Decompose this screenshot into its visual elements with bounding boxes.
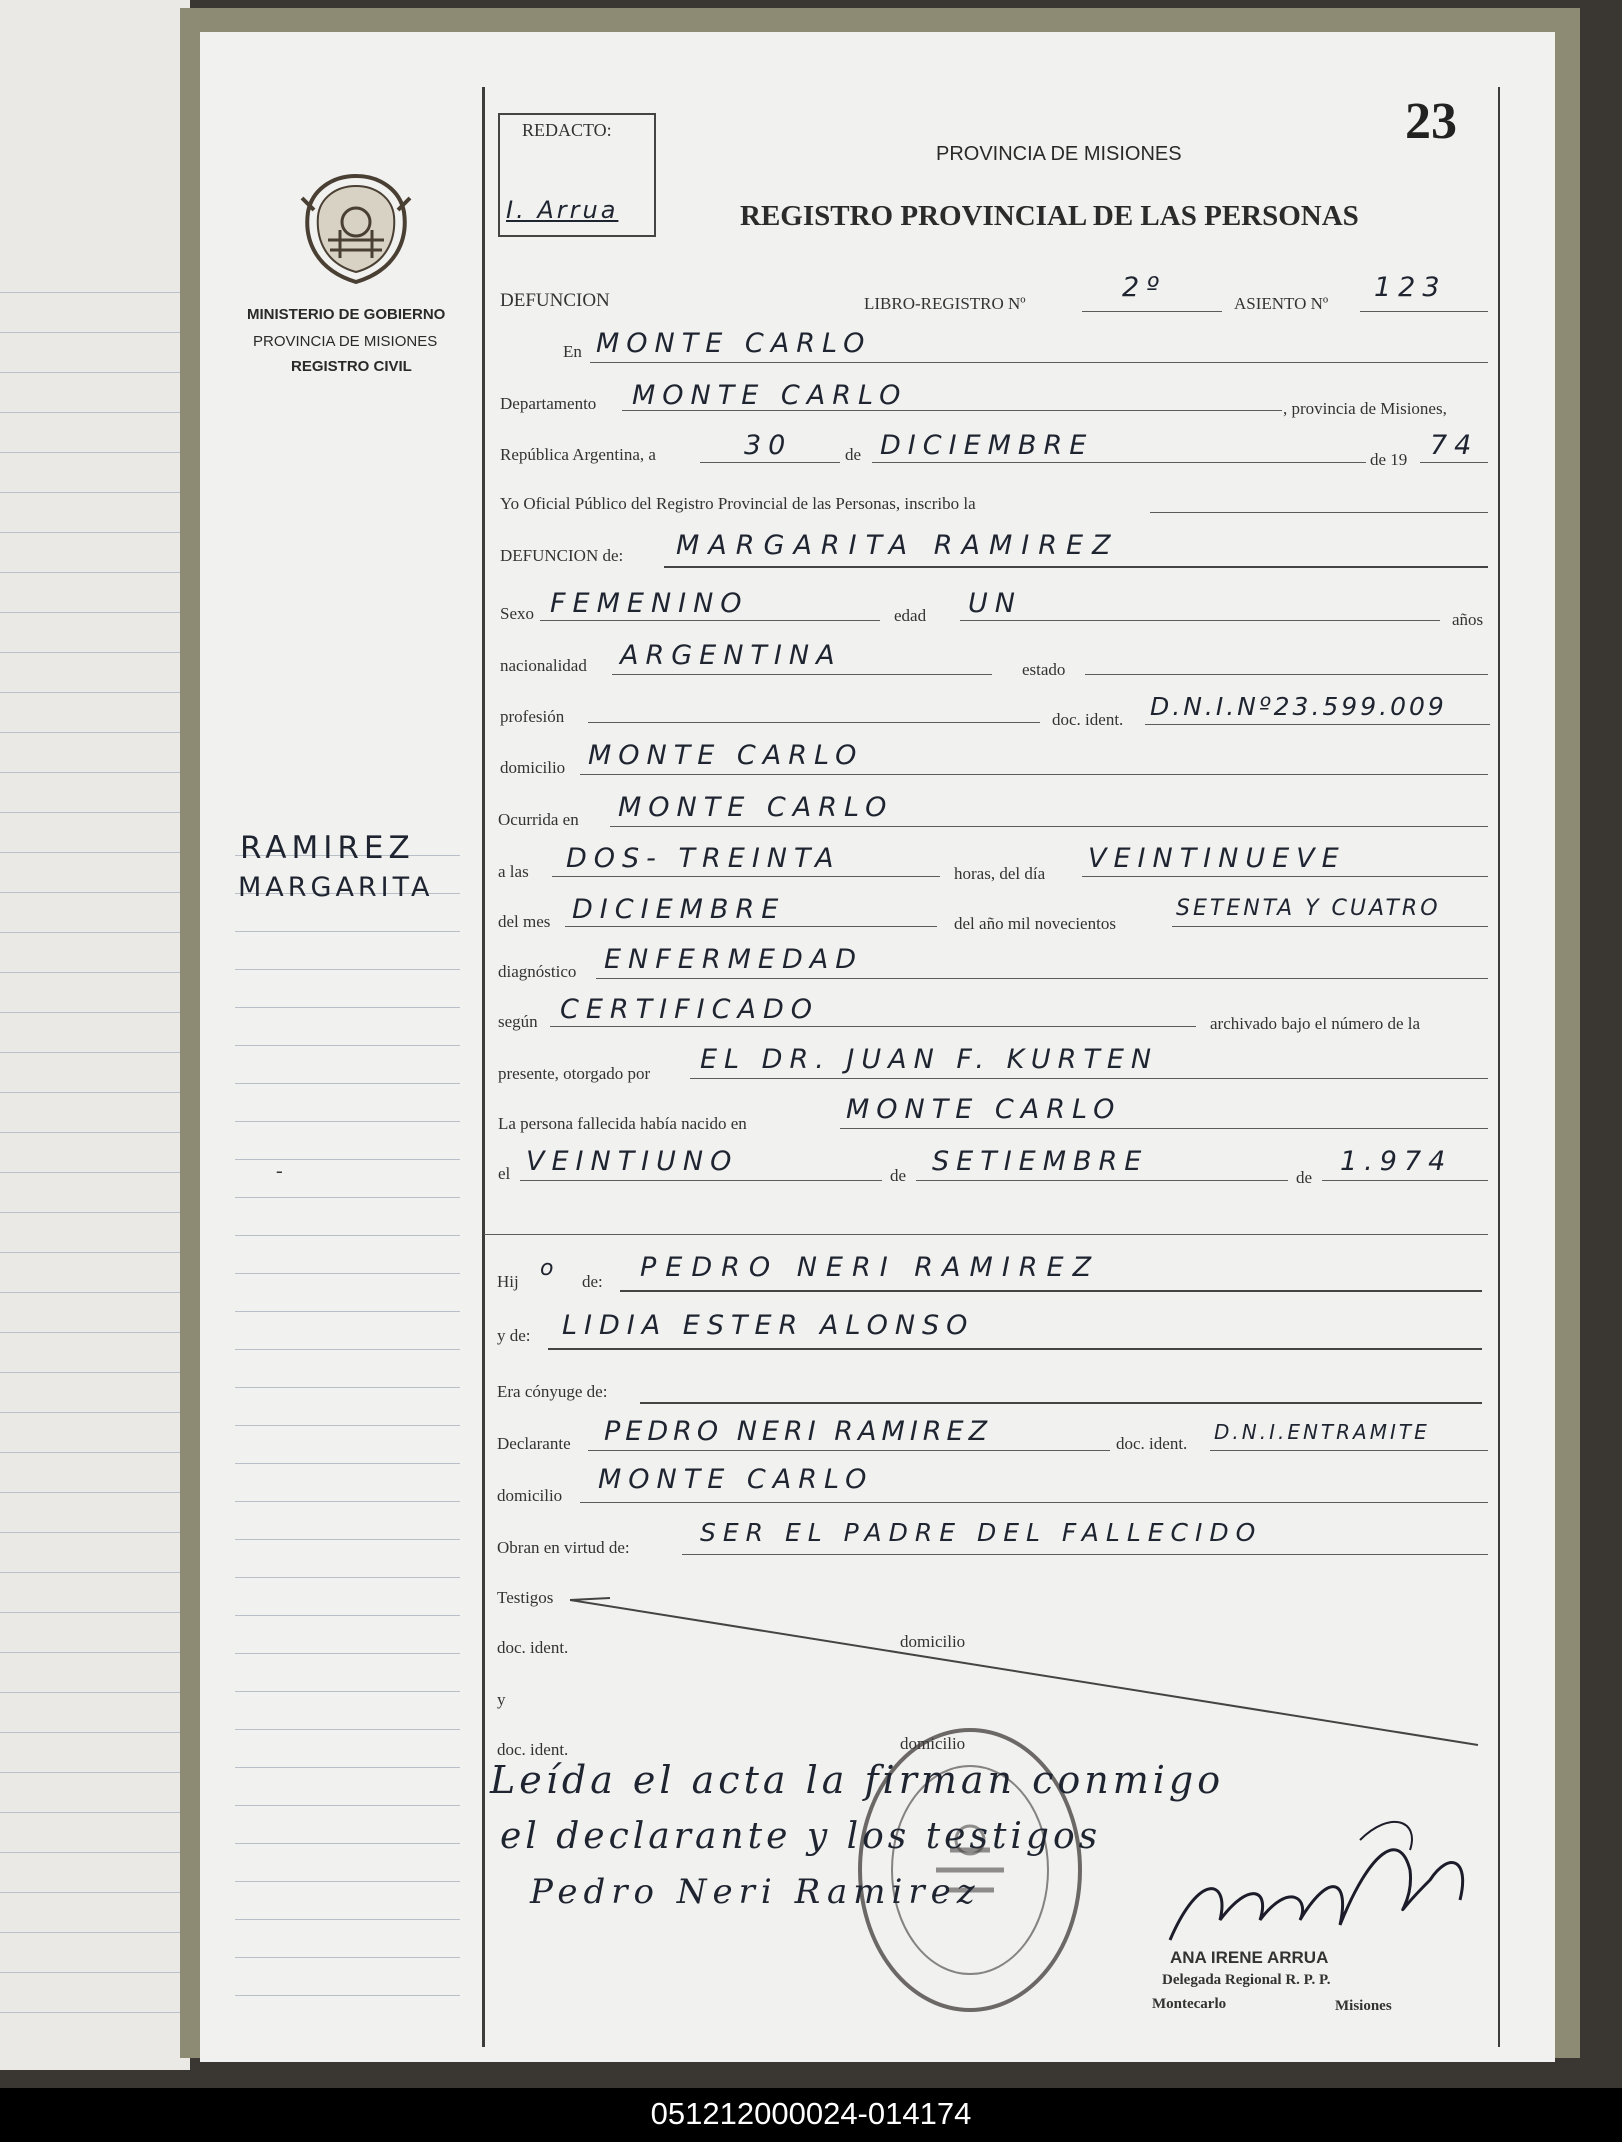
doc-ident-label: doc. ident. xyxy=(1052,710,1124,729)
section-divider xyxy=(484,1234,1488,1235)
nacionalidad-label: nacionalidad xyxy=(500,656,587,675)
republica-label: República Argentina, a xyxy=(500,445,656,464)
doc-ident-value: D.N.I.Nº23.599.009 xyxy=(1150,692,1447,721)
en-value: MONTE CARLO xyxy=(596,328,872,359)
ocurrida-value: MONTE CARLO xyxy=(618,792,894,823)
obran-label: Obran en virtud de: xyxy=(497,1538,630,1557)
province-heading: PROVINCIA DE MISIONES xyxy=(936,143,1182,165)
ministry-line3: REGISTRO CIVIL xyxy=(291,358,412,375)
scan-id-footer xyxy=(0,2088,1622,2142)
closing-line-2: el declarante y los testigos xyxy=(500,1816,1102,1857)
testigo1-domicilio-label: domicilio xyxy=(900,1632,966,1651)
libro-label: LIBRO-REGISTRO Nº xyxy=(864,294,1026,313)
page-number: 23 xyxy=(1405,93,1457,150)
day-value: 30 xyxy=(744,430,793,461)
nacionalidad-value: ARGENTINA xyxy=(620,640,842,671)
defuncion-de-label: DEFUNCION de: xyxy=(500,546,624,565)
nacido-label: La persona fallecida había nacido en xyxy=(498,1114,747,1133)
provincia-suffix: , provincia de Misiones, xyxy=(1283,399,1447,418)
padre-value: PEDRO NERI RAMIREZ xyxy=(640,1252,1101,1283)
departamento-label: Departamento xyxy=(500,394,597,413)
en-label: En xyxy=(563,342,582,361)
y-label: y xyxy=(497,1690,506,1709)
testigo1-doc-label: doc. ident. xyxy=(497,1638,569,1657)
sexo-value: FEMENINO xyxy=(550,588,749,619)
decl-doc-value: D.N.I.ENTRAMITE xyxy=(1214,1420,1430,1444)
scan-id: 051212000024-014174 xyxy=(650,2096,972,2131)
profesion-label: profesión xyxy=(500,707,565,726)
hijo-de-label: de: xyxy=(582,1272,603,1291)
sexo-label: Sexo xyxy=(500,604,534,623)
estado-label: estado xyxy=(1022,660,1066,679)
coat-of-arms-icon xyxy=(300,170,412,288)
margin-dash: - xyxy=(276,1160,283,1182)
diagnostico-label: diagnóstico xyxy=(498,962,577,981)
horas-label: horas, del día xyxy=(954,864,1046,883)
month-value: DICIEMBRE xyxy=(880,430,1094,461)
diagnostico-value: ENFERMEDAD xyxy=(604,944,864,975)
domicilio-label: domicilio xyxy=(500,758,566,777)
segun-label: según xyxy=(498,1012,538,1031)
declarant-signature: Pedro Neri Ramirez xyxy=(530,1872,981,1912)
year-value: 74 xyxy=(1430,430,1479,461)
declarante-label: Declarante xyxy=(497,1434,571,1453)
ocurrida-label: Ocurrida en xyxy=(498,810,579,829)
hijo-suffix: o xyxy=(540,1256,554,1281)
el-value: VEINTIUNO xyxy=(526,1146,739,1177)
presente-value: EL DR. JUAN F. KURTEN xyxy=(700,1044,1159,1075)
nacido-value: MONTE CARLO xyxy=(846,1094,1122,1125)
de-19-label: de 19 xyxy=(1370,450,1408,469)
testigo2-doc-label: doc. ident. xyxy=(497,1740,569,1759)
yde-label: y de: xyxy=(497,1326,531,1345)
declarante-value: PEDRO NERI RAMIREZ xyxy=(604,1416,993,1447)
alas-value: DOS- TREINTA xyxy=(566,843,841,874)
anio-mil-label: del año mil novecientos xyxy=(954,914,1116,933)
redacto-label: REDACTO: xyxy=(522,120,612,140)
dia-texto-value: VEINTINUEVE xyxy=(1088,843,1346,874)
conyuge-label: Era cónyuge de: xyxy=(497,1382,608,1401)
registrar-signature xyxy=(1160,1810,1480,1960)
registry-title: REGISTRO PROVINCIAL DE LAS PERSONAS xyxy=(740,200,1359,232)
delmes-value: DICIEMBRE xyxy=(572,894,786,925)
obran-value: SER EL PADRE DEL FALLECIDO xyxy=(700,1518,1263,1547)
domicilio-value: MONTE CARLO xyxy=(588,740,864,771)
deceased-name: MARGARITA RAMIREZ xyxy=(676,530,1120,561)
de-label: de xyxy=(845,445,862,464)
edad-label: edad xyxy=(894,606,927,625)
redacto-value: I. Arrua xyxy=(506,196,619,224)
margin-surname: RAMIREZ xyxy=(240,830,415,866)
nac-anio-value: 1.974 xyxy=(1340,1146,1453,1177)
archivado-label: archivado bajo el número de la xyxy=(1210,1014,1421,1033)
segun-value: CERTIFICADO xyxy=(560,994,819,1025)
anos-label: años xyxy=(1452,610,1484,629)
registrar-place-1: Montecarlo xyxy=(1152,1996,1227,2012)
de-label-3: de xyxy=(1296,1168,1313,1187)
act-type-label: DEFUNCION xyxy=(500,290,610,311)
edad-value: UN xyxy=(968,588,1022,619)
el-label: el xyxy=(498,1164,511,1183)
decl-domicilio-value: MONTE CARLO xyxy=(598,1464,874,1495)
testigos-label: Testigos xyxy=(497,1588,554,1607)
registrar-name: ANA IRENE ARRUA xyxy=(1170,1948,1329,1967)
presente-label: presente, otorgado por xyxy=(498,1064,651,1083)
registrar-place-2: Misiones xyxy=(1335,1998,1392,2014)
closing-line-1: Leída el acta la firman conmigo xyxy=(490,1758,1225,1802)
decl-doc-label: doc. ident. xyxy=(1116,1434,1188,1453)
asiento-value: 123 xyxy=(1374,272,1447,303)
madre-value: LIDIA ESTER ALONSO xyxy=(562,1310,975,1341)
departamento-value: MONTE CARLO xyxy=(632,380,908,411)
oficial-text: Yo Oficial Público del Registro Provincial de las Personas, inscribo la xyxy=(500,494,976,513)
delmes-label: del mes xyxy=(498,912,551,931)
ministry-line2: PROVINCIA DE MISIONES xyxy=(253,333,438,350)
de-label-2: de xyxy=(890,1166,907,1185)
registrar-role: Delegada Regional R. P. P. xyxy=(1162,1972,1331,1988)
margin-given-name: MARGARITA xyxy=(238,872,434,903)
nac-mes-value: SETIEMBRE xyxy=(932,1146,1149,1177)
testigo2-domicilio-label: domicilio xyxy=(900,1734,966,1753)
anio-mil-value: SETENTA Y CUATRO xyxy=(1176,896,1441,921)
libro-value: 2º xyxy=(1122,272,1166,303)
decl-domicilio-label: domicilio xyxy=(497,1486,563,1505)
alas-label: a las xyxy=(498,862,529,881)
ministry-line1: MINISTERIO DE GOBIERNO xyxy=(247,306,446,323)
asiento-label: ASIENTO Nº xyxy=(1234,294,1329,313)
hijo-label: Hij xyxy=(497,1272,519,1291)
